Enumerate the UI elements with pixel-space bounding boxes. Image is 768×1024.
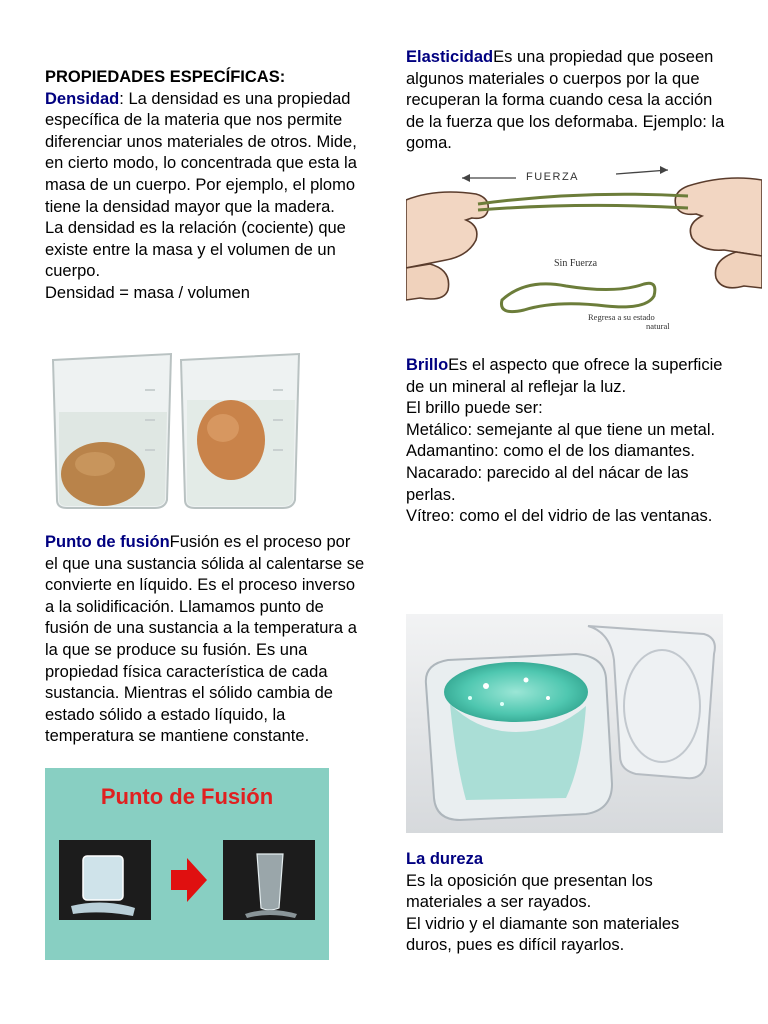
- dureza-text-2: El vidrio y el diamante son materiales duros, pues es difícil rayarlos.: [406, 914, 680, 955]
- section-heading: PROPIEDADES ESPECÍFICAS:: [45, 68, 286, 86]
- beaker-right-icon: [181, 354, 299, 508]
- density-eggs-image: [45, 350, 305, 512]
- brillo-line: Metálico: semejante al que tiene un metal.: [406, 420, 716, 439]
- right-column-middle: [406, 355, 726, 528]
- glitter-jar-image: [406, 614, 723, 833]
- dureza-heading: La dureza: [406, 850, 484, 868]
- regresa-label: Regresa a su estado: [588, 312, 655, 322]
- natural-label: natural: [646, 321, 670, 331]
- sin-fuerza-label: Sin Fuerza: [554, 258, 598, 269]
- beaker-left-icon: [53, 354, 171, 508]
- brillo-term: Brillo: [406, 356, 449, 374]
- left-column-top: [45, 67, 365, 305]
- densidad-term: Densidad: [45, 89, 120, 108]
- elasticidad-term: Elasticidad: [406, 48, 494, 66]
- densidad-text: La densidad es una propiedad específica de la materia que nos permite diferenciar unos materiales de otros. Mide, en cierto modo, lo concentrada que esta la masa de un cuerpo. Por ejemplo, el plomo tiene la densidad mayor que la madera.: [45, 89, 357, 216]
- glitter-jar-icon: [426, 654, 612, 820]
- right-column-top: [406, 47, 726, 155]
- fuerza-label: FUERZA: [526, 171, 579, 183]
- elastic-band-image: [406, 160, 762, 332]
- dureza-text: Es la oposición que presentan los materiales a ser rayados.: [406, 871, 653, 912]
- right-column-bottom: [406, 849, 726, 957]
- brillo-line: El brillo puede ser:: [406, 399, 543, 418]
- ice-cube-icon: [59, 840, 151, 920]
- red-arrow-icon: [171, 858, 207, 902]
- densidad-text-2: La densidad es la relación (cociente) que existe entre la masa y el volumen de un cuerpo.: [45, 219, 346, 281]
- densidad-formula: Densidad = masa / volumen: [45, 283, 250, 302]
- elasticidad-paragraph: [406, 47, 726, 155]
- melting-point-image: [45, 768, 329, 960]
- brillo-line: Nacarado: parecido al del nácar de las perlas.: [406, 463, 689, 504]
- brillo-text: Es el aspecto que ofrece la superficie de un mineral al reflejar la luz.: [406, 356, 723, 396]
- left-column-bottom: [45, 532, 365, 748]
- elasticidad-text: Es una propiedad que poseen algunos materiales o cuerpos por la que recuperan la forma cuando cesa la acción de la fuerza que los deformaba. Ejemplo: la goma.: [406, 48, 725, 153]
- brillo-line: Vítreo: como el del vidrio de las ventanas.: [406, 507, 713, 526]
- melting-image-title: Punto de Fusión: [100, 784, 274, 809]
- fusion-paragraph: [45, 532, 365, 748]
- brillo-line: Adamantino: como el de los diamantes.: [406, 442, 695, 461]
- water-glass-icon: [223, 840, 315, 920]
- densidad-sep: :: [119, 89, 129, 108]
- fusion-text: Fusión es el proceso por el que una sustancia sólida al calentarse se convierte en líquido. Es el proceso inverso a la solidificación. Llamamos punto de fusión de una sustancia a la temperatura a la que se produce su fusión. Es una propiedad física característica de cada sustancia. Mientras el sólido cambia de estado sólido a estado líquido, la temperatura se mantiene constante.: [45, 533, 365, 746]
- fusion-term: Punto de fusión: [45, 533, 170, 551]
- densidad-paragraph: [45, 89, 365, 219]
- brillo-paragraph: [406, 355, 726, 398]
